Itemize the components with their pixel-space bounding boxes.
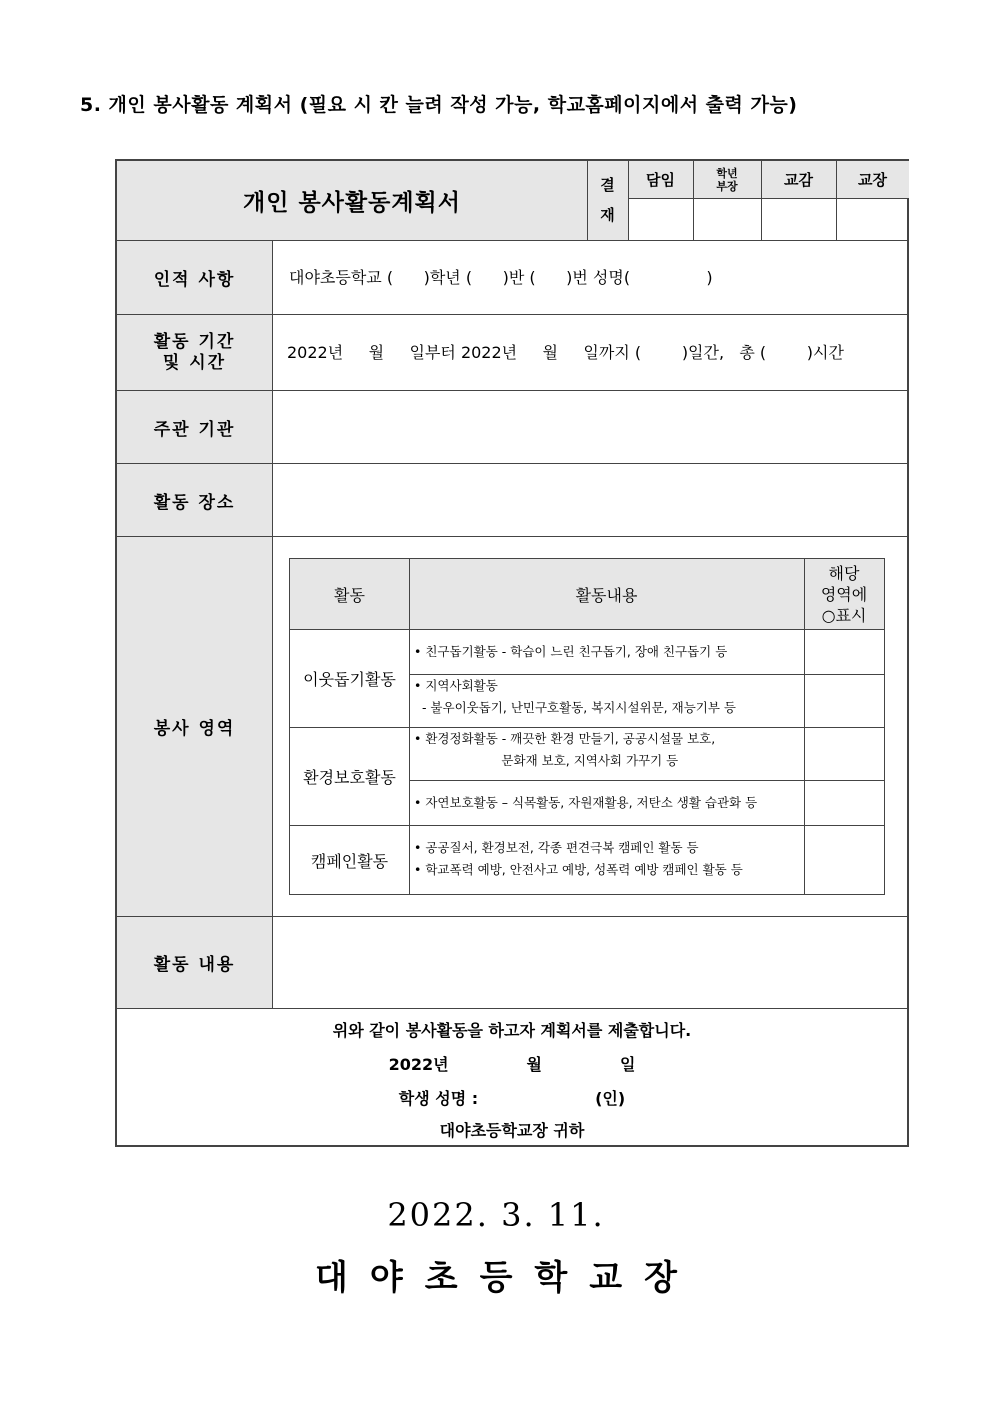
period-label-line-1: 활동 기간 [153,331,236,352]
areas-header-activity: 활동 [334,585,365,605]
signature-box-vice-principal[interactable] [761,198,836,240]
approval-vice-principal: 교감 [761,161,836,198]
areas-header-mark-line-3: ○표시 [821,605,867,625]
form-title: 개인 봉사활동계획서 [117,161,587,240]
item-community-line-1: • 지역사회활동 [414,678,498,693]
place-field[interactable] [273,464,909,536]
areas-header-mark-line-1: 해당 [828,563,860,583]
organizer-label: 주관 기관 [153,419,236,440]
service-area-table [289,558,885,895]
approval-grade-head: 학년 부장 [693,161,761,198]
service-plan-form [115,159,909,1147]
content-label: 활동 내용 [153,955,236,975]
item-cleanup-line-1: • 환경정화활동 - 깨끗한 환경 만들기, 공공시설물 보호, [414,731,716,746]
item-campaign-line-2: • 학교폭력 예방, 안전사고 예방, 성폭력 예방 캠페인 활동 등 [414,862,743,877]
school-principal-name: 대야초등학교장 [315,1258,699,1298]
period-label-line-2: 및 시간 [162,352,227,373]
item-cleanup [414,728,715,772]
footer-recipient: 대야초등학교장 귀하 [439,1121,585,1140]
place-label: 활동 장소 [153,492,236,513]
approval-label-2: 재 [600,205,615,224]
item-community-line-2: - 불우이웃돕기, 난민구호활동, 복지시설위문, 재능기부 등 [414,700,736,715]
approval-label-1: 결 [600,175,615,194]
signature-box-grade-head[interactable] [693,198,761,240]
approval-label-cell [587,161,628,240]
mark-cell-cleanup[interactable] [805,728,884,780]
category-environment: 환경보호활동 [303,768,396,787]
footer-signature[interactable]: 학생 성명 : (인) [398,1089,626,1108]
footer-statement: 위와 같이 봉사활동을 하고자 계획서를 제출합니다. [332,1021,692,1040]
item-community [414,675,736,719]
mark-cell-friend-help[interactable] [805,630,884,674]
item-campaign [414,837,743,881]
item-friend-help: • 친구돕기활동 - 학습이 느린 친구돕기, 장애 친구돕기 등 [414,644,728,659]
page-heading: 5. 개인 봉사활동 계획서 (필요 시 칸 늘려 작성 가능, 학교홈페이지에서 출력 가능) [80,94,798,116]
item-campaign-line-1: • 공공질서, 환경보전, 각종 편견극복 캠페인 활동 등 [414,840,699,855]
footer-date[interactable]: 2022년 월 일 [388,1055,636,1074]
period-label [117,315,272,390]
areas-header-content: 활동내용 [575,585,638,605]
category-neighbor-help: 이웃돕기활동 [303,670,396,689]
signature-box-principal[interactable] [836,198,909,240]
signature-box-homeroom[interactable] [628,198,693,240]
approval-principal: 교장 [836,161,909,198]
areas-header-mark-line-2: 영역에 [820,584,868,604]
mark-cell-nature[interactable] [805,781,884,825]
service-area-label: 봉사 영역 [153,719,236,739]
item-nature: • 자연보호활동 – 식목활동, 자원재활용, 저탄소 생활 습관화 등 [414,795,758,810]
organizer-field[interactable] [273,391,909,463]
period-field[interactable]: 2022년 월 일부터 2022년 월 일까지 ( )일간, 총 ( )시간 [287,343,844,362]
category-campaign: 캠페인활동 [310,851,389,871]
item-cleanup-line-2: 문화재 보호, 지역사회 가꾸기 등 [414,753,679,768]
areas-header-mark [804,559,884,629]
issue-date: 2022. 3. 11. [387,1196,605,1234]
content-field[interactable] [273,917,909,1008]
personal-info-label: 인적 사항 [153,270,236,290]
approval-homeroom: 담임 [628,161,693,198]
mark-cell-community[interactable] [805,675,884,727]
mark-cell-campaign[interactable] [805,826,884,894]
personal-info-field[interactable]: 대야초등학교 ( )학년 ( )반 ( )번 성명( ) [289,268,713,287]
